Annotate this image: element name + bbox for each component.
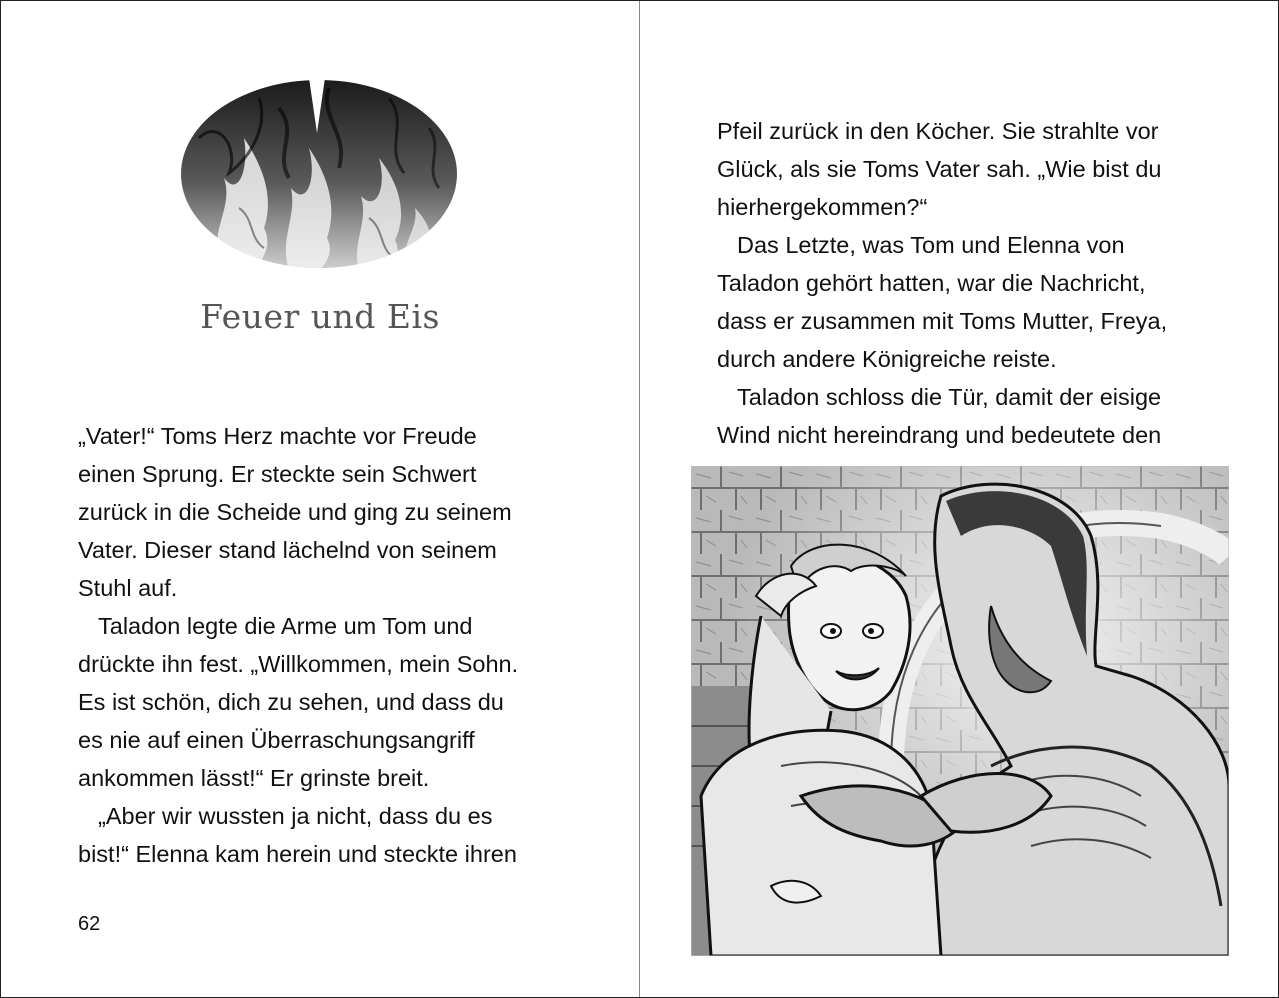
right_page-line: hierhergekommen?“: [717, 194, 928, 220]
right_page-line: dass er zusammen mit Toms Mutter, Freya,: [717, 308, 1168, 334]
left-page-text: [78, 417, 558, 873]
right_page-line: durch andere Königreiche reiste.: [717, 346, 1057, 372]
chapter-title: Feuer und Eis: [200, 297, 440, 336]
right-page: [640, 1, 1278, 997]
left_page-line: „Aber wir wussten ja nicht, dass du es: [98, 803, 493, 829]
left-page: [1, 1, 639, 997]
left_page-line: zurück in die Scheide und ging zu seinem: [78, 499, 512, 525]
page-number: 62: [78, 913, 101, 935]
father-and-son-illustration-icon: [691, 466, 1229, 956]
left_page-line: bist!“ Elenna kam herein und steckte ihren: [78, 841, 517, 867]
left_page-line: Stuhl auf.: [78, 575, 178, 601]
right_page-line: Das Letzte, was Tom und Elenna von: [737, 232, 1125, 258]
left_page-line: Taladon legte die Arme um Tom und: [98, 613, 473, 639]
left_page-line: Es ist schön, dich zu sehen, und dass du: [78, 689, 504, 715]
left_page-line: „Vater!“ Toms Herz machte vor Freude: [78, 423, 477, 449]
right_page-line: Wind nicht hereindrang und bedeutete den: [717, 422, 1162, 448]
left_page-line: es nie auf einen Überraschungsangriff: [78, 727, 475, 753]
right-page-text: [717, 112, 1217, 454]
right_page-line: Glück, als sie Toms Vater sah. „Wie bist du: [717, 156, 1162, 182]
right_page-line: Taladon schloss die Tür, damit der eisige: [737, 384, 1162, 410]
left_page-line: einen Sprung. Er steckte sein Schwert: [78, 461, 477, 487]
left_page-line: ankommen lässt!“ Er grinste breit.: [78, 765, 430, 791]
left_page-line: Vater. Dieser stand lächelnd von seinem: [78, 537, 497, 563]
right_page-line: Taladon gehört hatten, war die Nachricht,: [717, 270, 1146, 296]
flames-vignette-icon: [179, 78, 459, 270]
right_page-line: Pfeil zurück in den Köcher. Sie strahlte vor: [717, 118, 1159, 144]
left_page-line: drückte ihn fest. „Willkommen, mein Sohn.: [78, 651, 519, 677]
